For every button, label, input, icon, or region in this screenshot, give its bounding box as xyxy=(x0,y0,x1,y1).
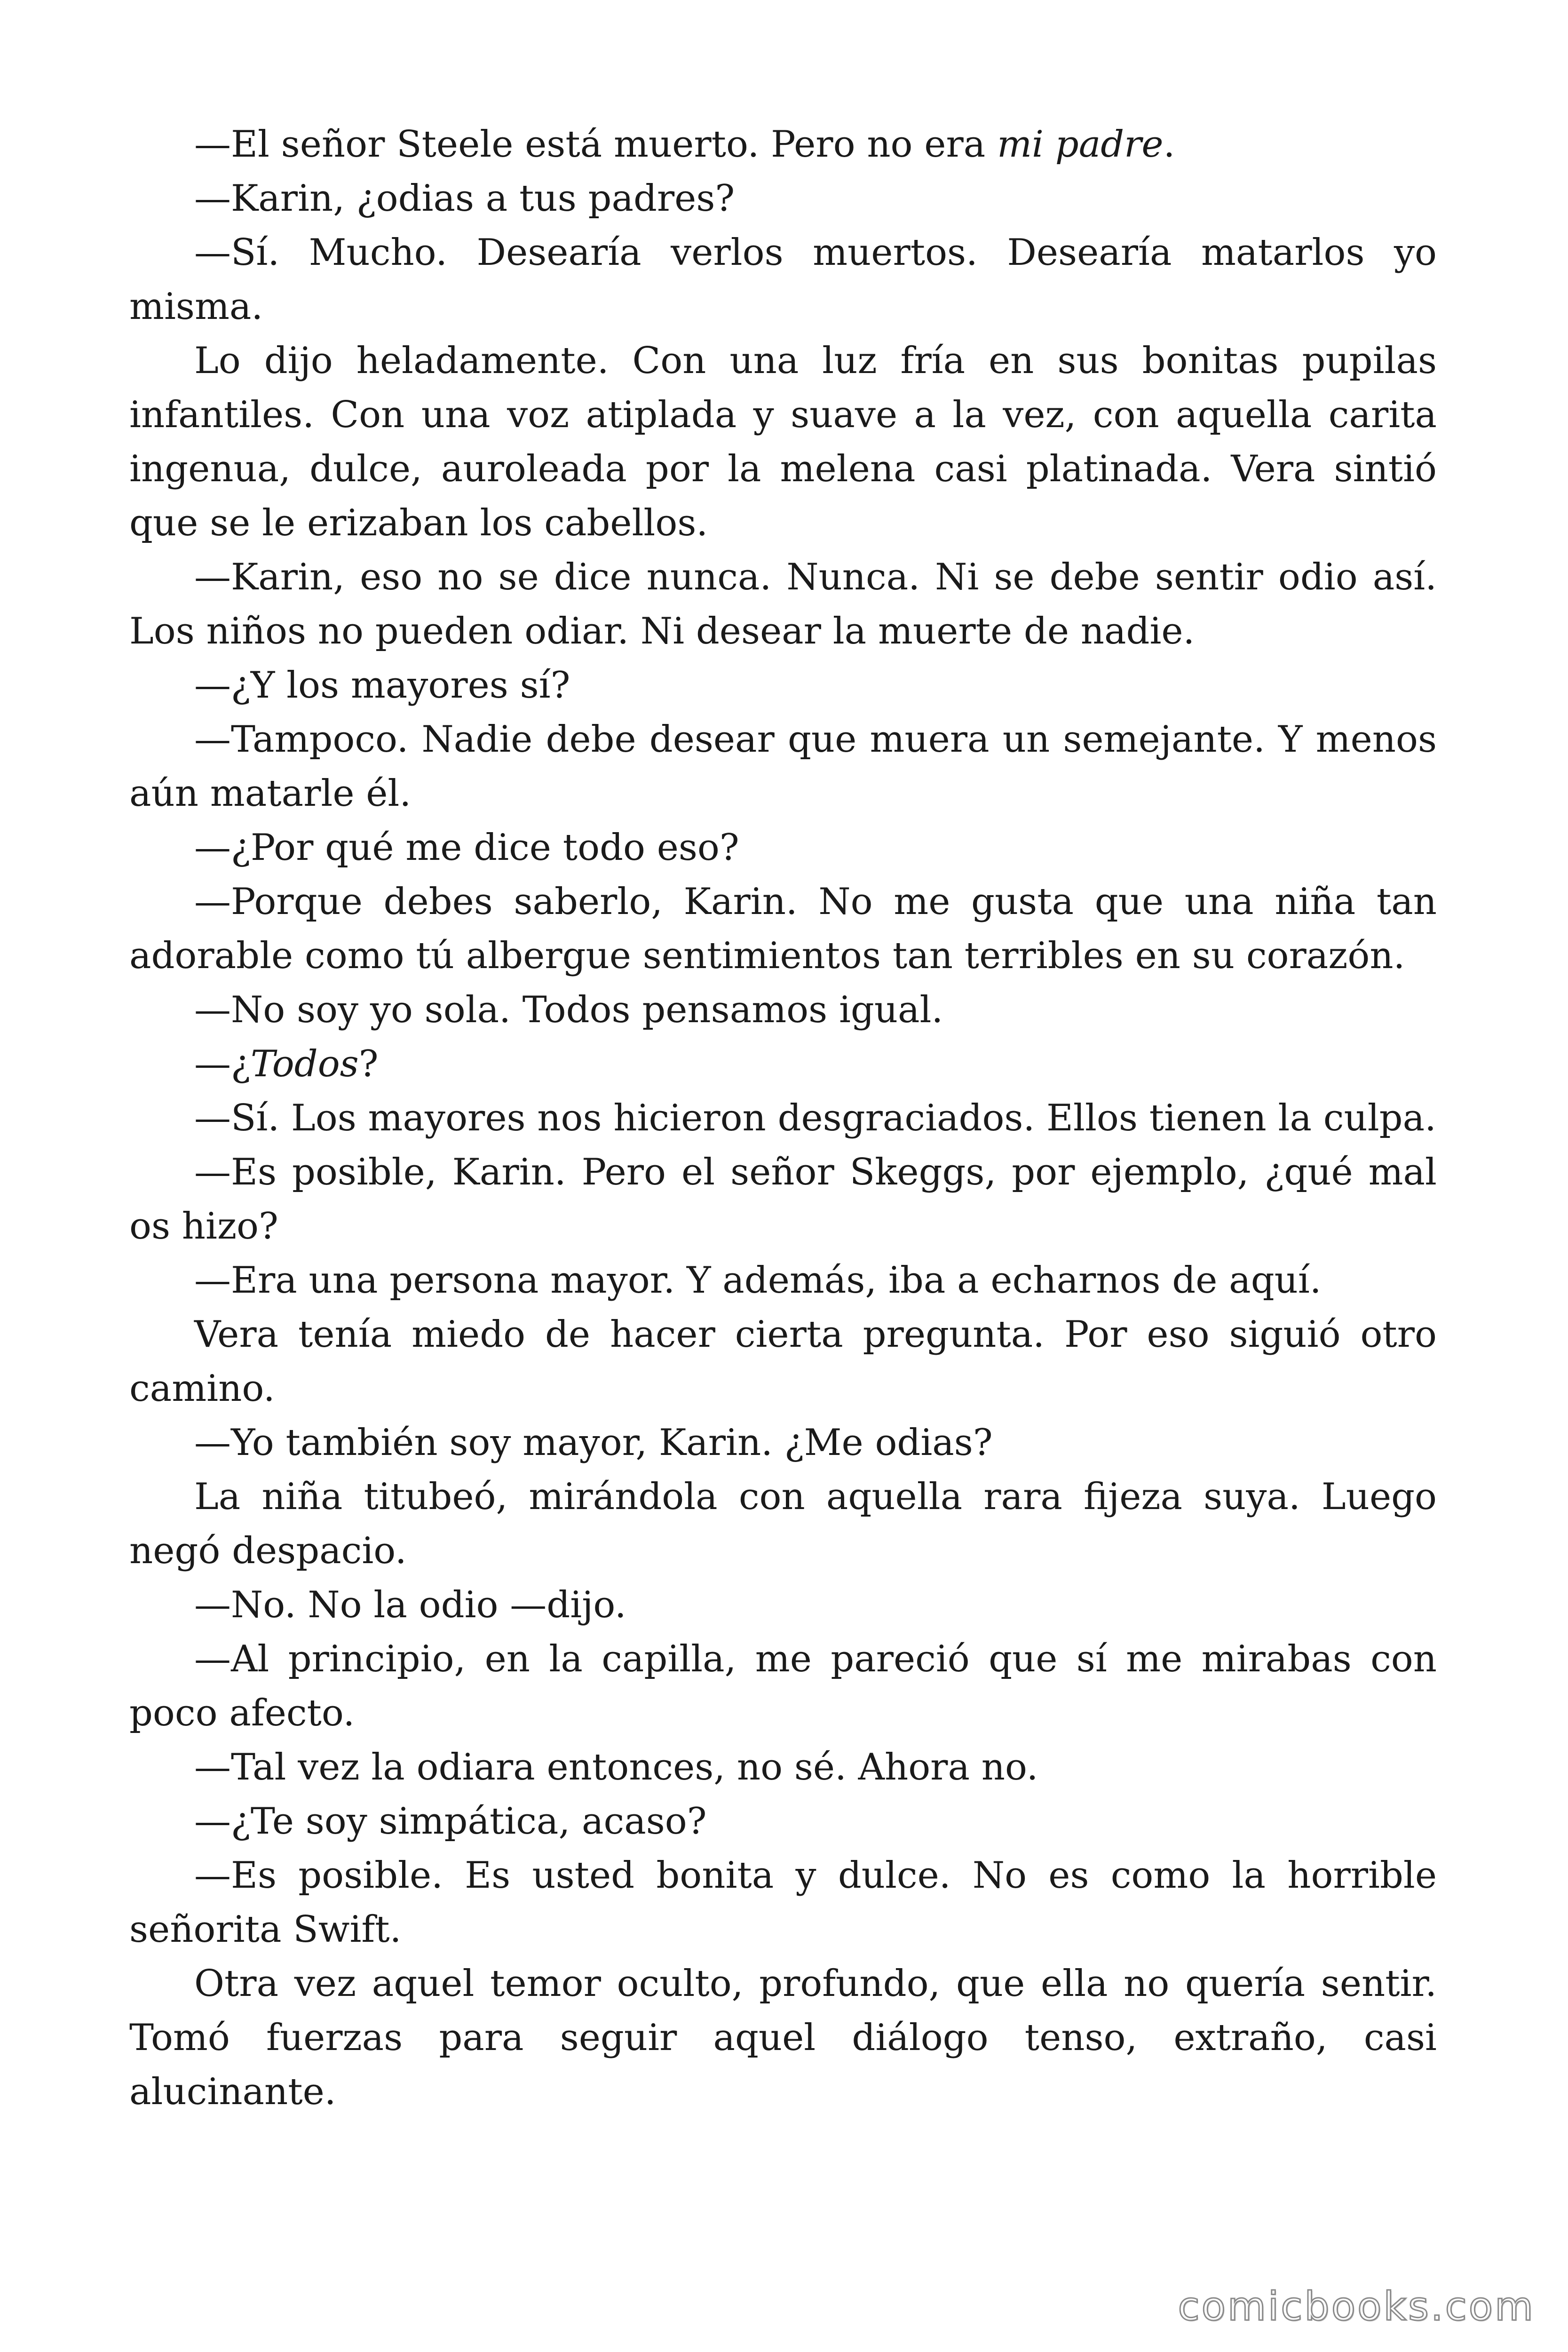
paragraph-10: —No soy yo sola. Todos pensamos igual. xyxy=(194,989,943,1031)
paragraph-2: —Karin, ¿odias a tus padres? xyxy=(194,177,735,220)
watermark-text: comicbooks.com xyxy=(1178,2283,1535,2329)
paragraph-20: —Tal vez la odiara entonces, no sé. Ahora no. xyxy=(194,1746,1038,1788)
paragraph-11-italic: Todos xyxy=(250,1043,359,1085)
paragraph-11-text: —¿ xyxy=(194,1043,251,1085)
paragraph-18: —No. No la odio —dijo. xyxy=(194,1584,626,1626)
paragraph-12: —Sí. Los mayores nos hicieron desgraciados. Ellos tienen la culpa. xyxy=(194,1097,1436,1139)
paragraph-4: Lo dijo heladamente. Con una luz fría en sus bonitas pupilas infantiles. Con una voz atiplada y suave a la vez, con aquella carita ingenua, dulce, auroleada por la melena casi platinada. Vera sintió que se le erizaban los cabellos. xyxy=(129,340,1437,544)
paragraph-15: Vera tenía miedo de hacer cierta pregunta. Por eso siguió otro camino. xyxy=(129,1313,1437,1410)
paragraph-23: Otra vez aquel temor oculto, profundo, que ella no quería sentir. Tomó fuerzas para seguir aquel diálogo tenso, extraño, casi alucinante. xyxy=(129,1963,1437,2113)
paragraph-9: —Porque debes saberlo, Karin. No me gusta que una niña tan adorable como tú albergue sentimientos tan terribles en su corazón. xyxy=(129,881,1437,977)
paragraph-1-text: —El señor Steele está muerto. Pero no era xyxy=(194,123,998,166)
paragraph-3: —Sí. Mucho. Desearía verlos muertos. Desearía matarlos yo misma. xyxy=(129,231,1437,328)
paragraph-1 xyxy=(129,118,1437,172)
paragraph-6: —¿Y los mayores sí? xyxy=(194,664,570,707)
paragraph-19: —Al principio, en la capilla, me pareció que sí me mirabas con poco afecto. xyxy=(129,1638,1437,1734)
paragraph-22: —Es posible. Es usted bonita y dulce. No es como la horrible señorita Swift. xyxy=(129,1854,1437,1951)
paragraph-1-end: . xyxy=(1163,123,1175,166)
paragraph-5: —Karin, eso no se dice nunca. Nunca. Ni se debe sentir odio así. Los niños no pueden odiar. Ni desear la muerte de nadie. xyxy=(129,556,1437,652)
paragraph-1-italic: mi padre xyxy=(997,123,1164,166)
paragraph-14: —Era una persona mayor. Y además, iba a echarnos de aquí. xyxy=(194,1259,1322,1302)
paragraph-11 xyxy=(129,1037,1437,1091)
paragraph-21: —¿Te soy simpática, acaso? xyxy=(194,1800,707,1843)
paragraph-7: —Tampoco. Nadie debe desear que muera un semejante. Y menos aún matarle él. xyxy=(129,718,1437,815)
paragraph-8: —¿Por qué me dice todo eso? xyxy=(194,826,739,869)
paragraph-16: —Yo también soy mayor, Karin. ¿Me odias? xyxy=(194,1422,993,1464)
page-body-text xyxy=(129,118,1437,2119)
paragraph-17: La niña titubeó, mirándola con aquella rara fijeza suya. Luego negó despacio. xyxy=(129,1476,1437,1572)
paragraph-13: —Es posible, Karin. Pero el señor Skeggs, por ejemplo, ¿qué mal os hizo? xyxy=(129,1151,1437,1248)
paragraph-11-end: ? xyxy=(358,1043,379,1085)
